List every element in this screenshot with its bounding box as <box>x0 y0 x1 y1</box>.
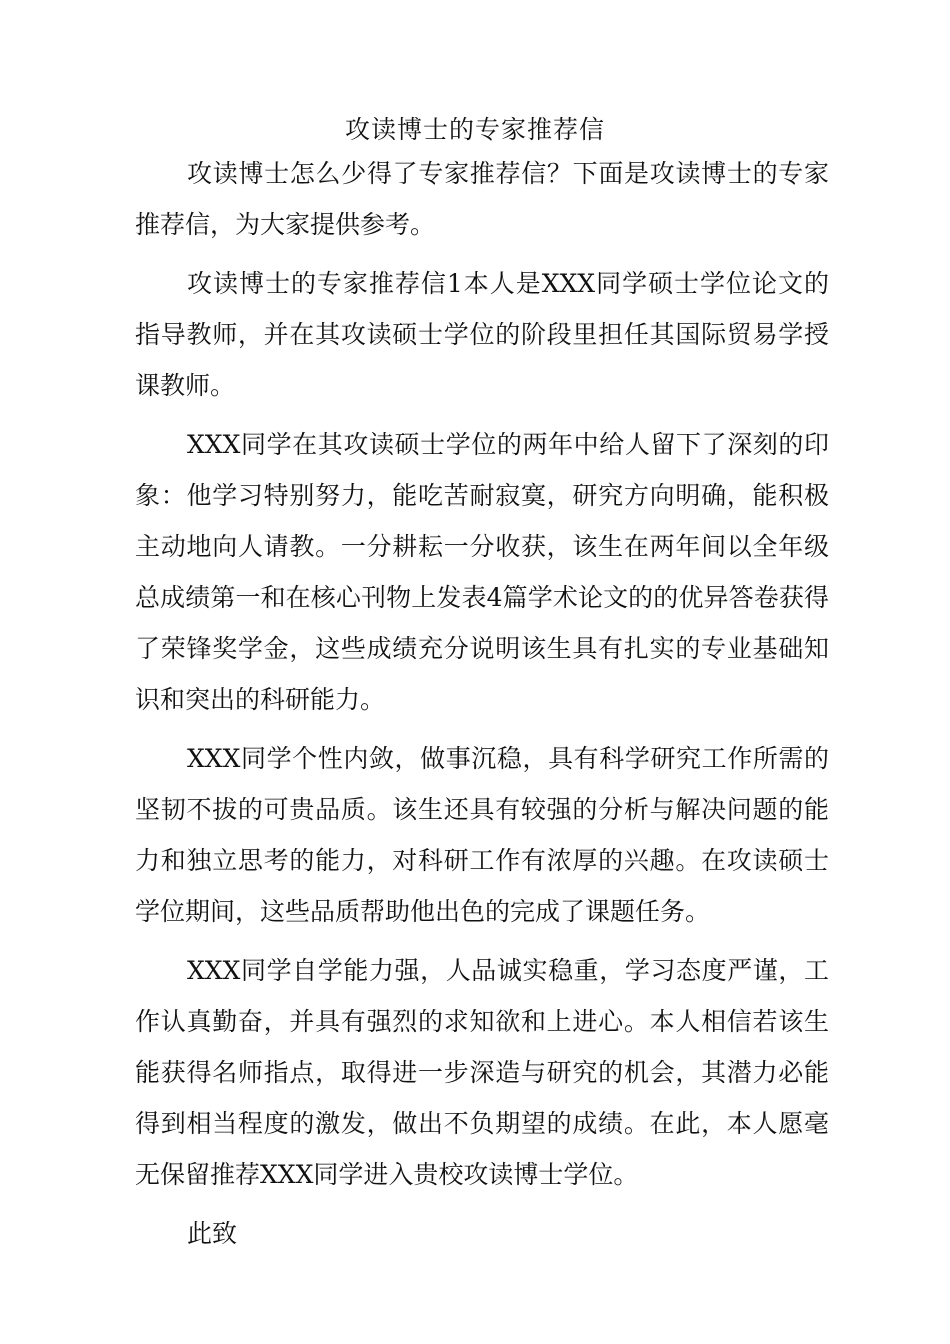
paragraph-4: XXX同学自学能力强，人品诚实稳重，学习态度严谨，工作认真勤奋，并具有强烈的求知欲和上进心。本人相信若该生能获得名师指点，取得进一步深造与研究的机会，其潜力必能得到相当程度的激发，做出不负期望的成绩。在此，本人愿毫无保留推荐XXX同学进入贵校攻读博士学位。 <box>135 956 829 1189</box>
document-title: 攻读博士的专家推荐信 <box>344 115 605 144</box>
paragraph-2: XXX同学在其攻读硕士学位的两年中给人留下了深刻的印象：他学习特别努力，能吃苦耐寂寞，研究方向明确，能积极主动地向人请教。一分耕耘一分收获，该生在两年间以全年级总成绩第一和在核心刊物上发表4篇学术论文的的优异答卷获得了荣锋奖学金，这些成绩充分说明该生具有扎实的专业基础知识和突出的科研能力。 <box>135 430 829 714</box>
paragraph-1: 攻读博士的专家推荐信1本人是XXX同学硕士学位论文的指导教师，并在其攻读硕士学位的阶段里担任其国际贸易学授课教师。 <box>135 269 829 400</box>
paragraph-3: XXX同学个性内敛，做事沉稳，具有科学研究工作所需的坚韧不拔的可贵品质。该生还具有较强的分析与解决问题的能力和独立思考的能力，对科研工作有浓厚的兴趣。在攻读硕士学位期间，这些品质帮助他出色的完成了课题任务。 <box>135 744 829 926</box>
closing-salutation: 此致 <box>187 1219 238 1248</box>
document-body <box>135 148 829 1259</box>
intro-paragraph: 攻读博士怎么少得了专家推荐信？下面是攻读博士的专家推荐信，为大家提供参考。 <box>135 159 829 239</box>
